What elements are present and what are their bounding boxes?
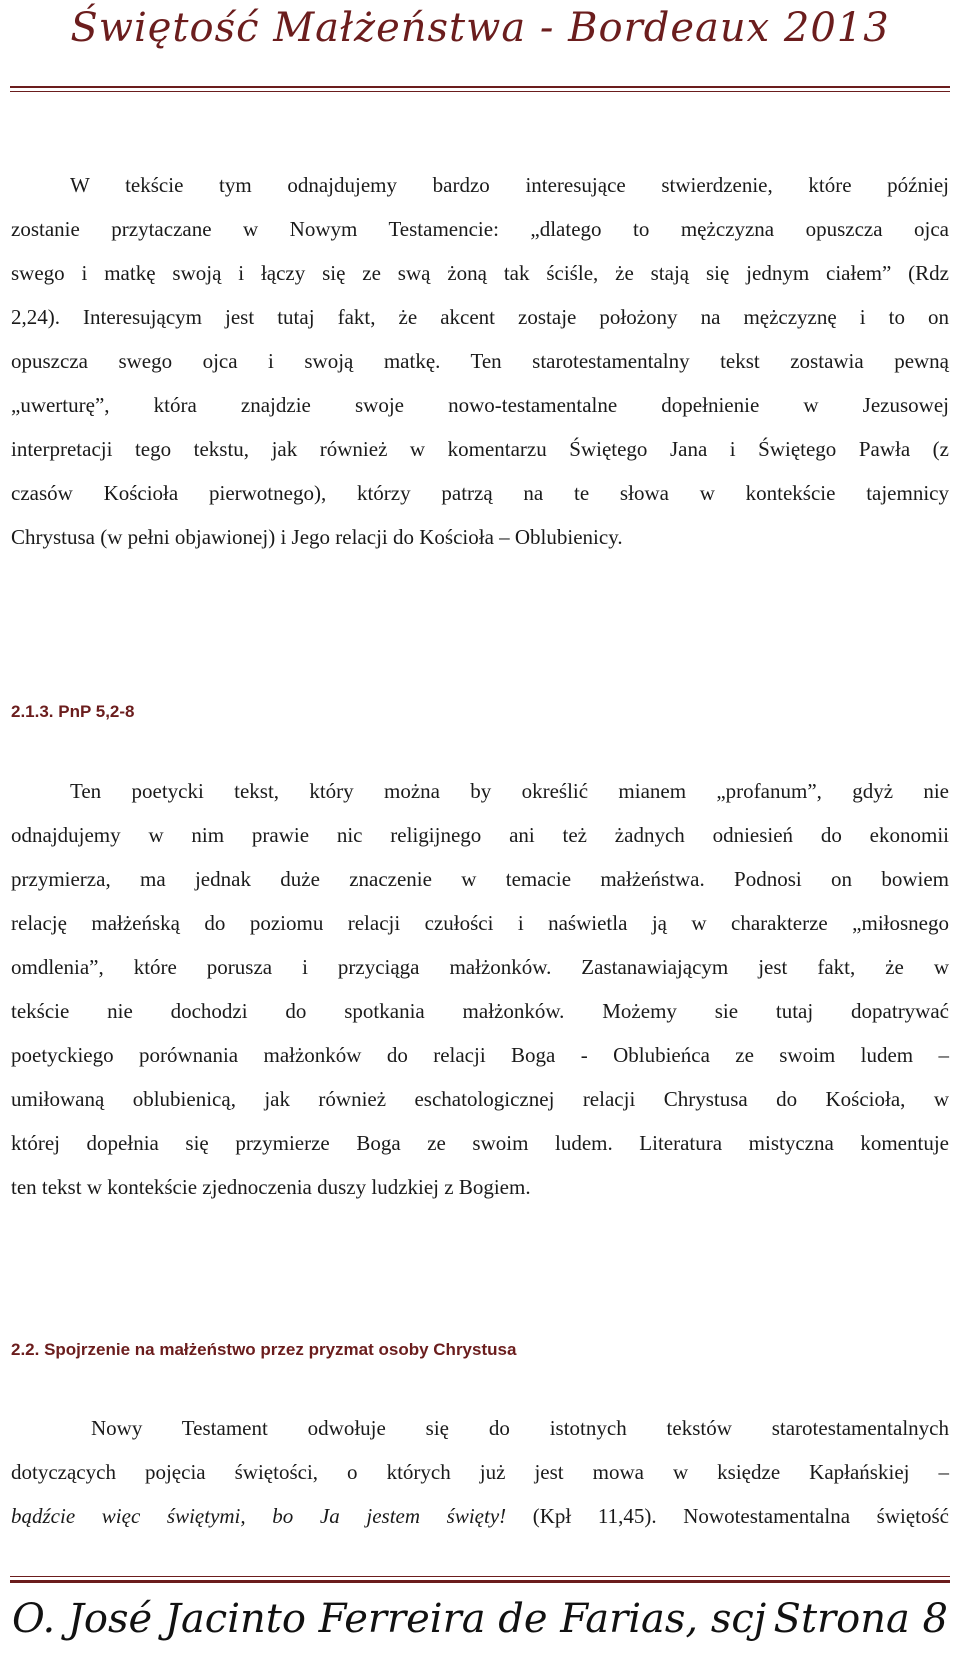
header-title: Świętość Małżeństwa - Bordeaux 2013 [70,5,890,51]
paragraph-line: 2,24). Interesującym jest tutaj fakt, że akcent zostaje położony na mężczyznę i to on [11,305,949,329]
paragraph-line: swego i matkę swoją i łączy się ze swą żoną tak ściśle, że stają się jednym ciałem” (Rdz [11,261,949,285]
scripture-reference: (Kpł 11,45). Nowotestamentalna świętość [506,1504,949,1528]
paragraph-line: umiłowaną oblubienicą, jak również eschatologicznej relacji Chrystusa do Kościoła, w [11,1087,949,1111]
paragraph-line: omdlenia”, które porusza i przyciąga małżonków. Zastanawiającym jest fakt, że w [11,955,949,979]
paragraph-2 [11,769,949,1209]
paragraph-line: dotyczących pojęcia świętości, o których już jest mowa w księdze Kapłańskiej – [11,1460,949,1484]
paragraph-line: poetyckiego porównania małżonków do relacji Boga - Oblubieńca ze swoim ludem – [11,1043,949,1067]
header-divider [10,86,950,92]
footer-page-number: Strona 8 [773,1596,948,1642]
paragraph-line: interpretacji tego tekstu, jak również w komentarzu Świętego Jana i Świętego Pawła (z [11,437,949,461]
paragraph-line: Nowy Testament odwołuje się do istotnych tekstów starotestamentalnych [91,1416,949,1440]
footer-divider [10,1576,950,1583]
paragraph-line: odnajdujemy w nim prawie nic religijnego ani też żadnych odniesień do ekonomii [11,823,949,847]
paragraph-1 [11,163,949,559]
paragraph-line: W tekście tym odnajdujemy bardzo interesujące stwierdzenie, które później [70,173,949,197]
page-header [0,2,960,54]
paragraph-line: której dopełnia się przymierze Boga ze swoim ludem. Literatura mistyczna komentuje [11,1131,949,1155]
paragraph-line: czasów Kościoła pierwotnego), którzy patrzą na te słowa w kontekście tajemnicy [11,481,949,505]
paragraph-line: przymierza, ma jednak duże znaczenie w temacie małżeństwa. Podnosi on bowiem [11,867,949,891]
paragraph-line [11,1494,949,1538]
paragraph-line: zostanie przytaczane w Nowym Testamencie: „dlatego to mężczyzna opuszcza ojca [11,217,949,241]
scripture-quote: bądźcie więc świętymi, bo Ja jestem święty! [11,1504,507,1528]
section-heading: 2.1.3. PnP 5,2-8 [11,702,135,721]
paragraph-line: ten tekst w kontekście zjednoczenia duszy ludzkiej z Bogiem. [11,1175,531,1199]
paragraph-line: tekście nie dochodzi do spotkania małżonków. Możemy sie tutaj dopatrywać [11,999,949,1023]
paragraph-line: Ten poetycki tekst, który można by określić mianem „profanum”, gdyż nie [70,779,949,803]
paragraph-3 [11,1406,949,1538]
section-heading: 2.2. Spojrzenie na małżeństwo przez pryzmat osoby Chrystusa [11,1340,517,1359]
paragraph-line: Chrystusa (w pełni objawionej) i Jego relacji do Kościoła – Oblubienicy. [11,525,623,549]
paragraph-line: opuszcza swego ojca i swoją matkę. Ten starotestamentalny tekst zostawia pewną [11,349,949,373]
footer-author: O. José Jacinto Ferreira de Farias, scj [12,1596,767,1642]
paragraph-line: „uwerturę”, która znajdzie swoje nowo-testamentalne dopełnienie w Jezusowej [11,393,949,417]
paragraph-line: relację małżeńską do poziomu relacji czułości i naświetla ją w charakterze „miłosnego [11,911,949,935]
